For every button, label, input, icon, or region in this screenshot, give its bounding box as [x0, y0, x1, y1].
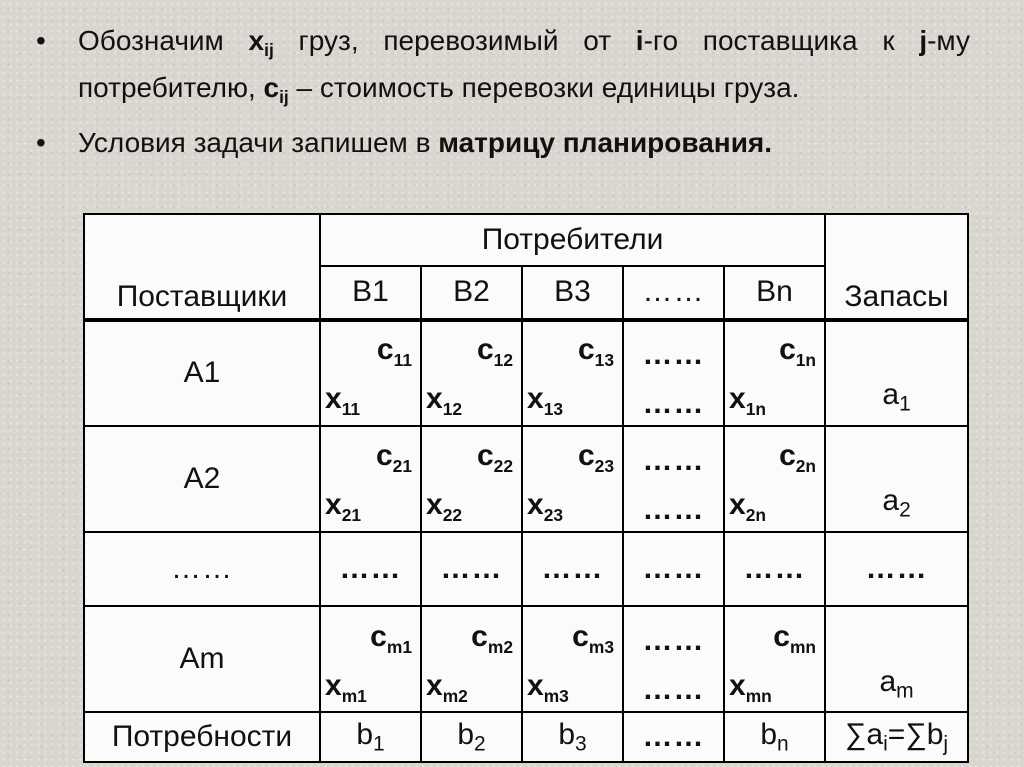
volume-cell: $x_{mn}$ — [724, 658, 825, 712]
volume-cell: $x_{m1}$ — [320, 658, 421, 712]
volume-cell: …… — [623, 372, 724, 426]
balance-cell: $\sum a_i=\sum b_j$ — [825, 712, 968, 762]
consumers-header: Потребители — [320, 214, 825, 266]
cost-cell: $c_{m1}$ — [320, 606, 421, 658]
bullet-text: – стоимость перевозки единицы груза. — [288, 72, 800, 104]
volume-cell: $x_{m3}$ — [522, 658, 623, 712]
need-cell: $b_1$ — [320, 712, 421, 762]
cost-cell: $c_{m2}$ — [421, 606, 522, 658]
cost-cell: $c_{13}$ — [522, 320, 623, 372]
volume-cell: …… — [623, 478, 724, 532]
stocks-header: Запасы — [825, 214, 968, 320]
dots-cell: …… — [421, 532, 522, 607]
cost-cell: $c_{23}$ — [522, 426, 623, 478]
volume-cell: …… — [623, 658, 724, 712]
volume-cell: $x_{m2}$ — [421, 658, 522, 712]
cost-row — [84, 320, 968, 372]
dots-cell: …… — [320, 532, 421, 607]
volume-cell: $x_{23}$ — [522, 478, 623, 532]
stock-cell: $a_2$ — [825, 426, 968, 532]
cost-cell: …… — [623, 606, 724, 658]
bullet-dot: • — [36, 127, 46, 159]
volume-cell: $x_{11}$ — [320, 372, 421, 426]
supplier-label: Am — [84, 606, 320, 712]
stock-cell: $a_m$ — [825, 606, 968, 712]
bullet-notation — [30, 22, 970, 116]
consumer-col: …… — [623, 266, 724, 320]
need-cell: $b_n$ — [724, 712, 825, 762]
volume-cell: $x_{22}$ — [421, 478, 522, 532]
index-j: j — [919, 25, 928, 56]
suppliers-header: Поставщики — [84, 214, 320, 320]
cost-cell: $c_{2n}$ — [724, 426, 825, 478]
var-x: $x_{ij}$ — [248, 25, 274, 61]
volume-cell: $x_{12}$ — [421, 372, 522, 426]
consumer-col: B2 — [421, 266, 522, 320]
cost-cell: $c_{1n}$ — [724, 320, 825, 372]
volume-cell: $x_{2n}$ — [724, 478, 825, 532]
cost-cell: $c_{22}$ — [421, 426, 522, 478]
volume-cell: $x_{21}$ — [320, 478, 421, 532]
supplier-label: …… — [84, 532, 320, 607]
supplier-row-dots — [84, 532, 968, 607]
volume-cell: $x_{1n}$ — [724, 372, 825, 426]
cost-cell: …… — [623, 320, 724, 372]
need-cell: …… — [623, 712, 724, 762]
supplier-label: A1 — [84, 320, 320, 426]
cost-cell: $c_{m3}$ — [522, 606, 623, 658]
cost-row — [84, 606, 968, 658]
consumer-col: Bn — [724, 266, 825, 320]
planning-matrix — [83, 213, 969, 763]
supplier-label: A2 — [84, 426, 320, 532]
dots-cell: …… — [623, 532, 724, 607]
dots-cell: …… — [825, 532, 968, 607]
cost-cell: …… — [623, 426, 724, 478]
var-c: $c_{ij}$ — [263, 72, 289, 108]
consumer-col: B3 — [522, 266, 623, 320]
bullet-bold-term: матрицу планирования. — [438, 127, 773, 159]
bullet-text: -го поставщика к — [643, 25, 920, 56]
bullet-text: груз, перевозимый от — [273, 25, 636, 56]
bullet-conditions — [30, 124, 970, 161]
index-i: i — [635, 25, 644, 56]
cost-cell: $c_{11}$ — [320, 320, 421, 372]
bullet-text: Условия задачи запишем в — [78, 127, 439, 159]
bullet-dot: • — [36, 25, 46, 56]
dots-cell: …… — [522, 532, 623, 607]
cost-cell: $c_{21}$ — [320, 426, 421, 478]
cost-row — [84, 426, 968, 478]
cost-cell: $c_{12}$ — [421, 320, 522, 372]
bullet-list — [30, 22, 970, 161]
stock-cell: $a_1$ — [825, 320, 968, 426]
need-cell: $b_3$ — [522, 712, 623, 762]
bullet-text: Обозначим — [78, 25, 249, 56]
consumer-col: B1 — [320, 266, 421, 320]
bullet-text: -му потребителю, — [78, 25, 970, 104]
volume-cell: $x_{13}$ — [522, 372, 623, 426]
cost-cell: $c_{mn}$ — [724, 606, 825, 658]
dots-cell: …… — [724, 532, 825, 607]
needs-row — [84, 712, 968, 762]
needs-label: Потребности — [84, 712, 320, 762]
need-cell: $b_2$ — [421, 712, 522, 762]
